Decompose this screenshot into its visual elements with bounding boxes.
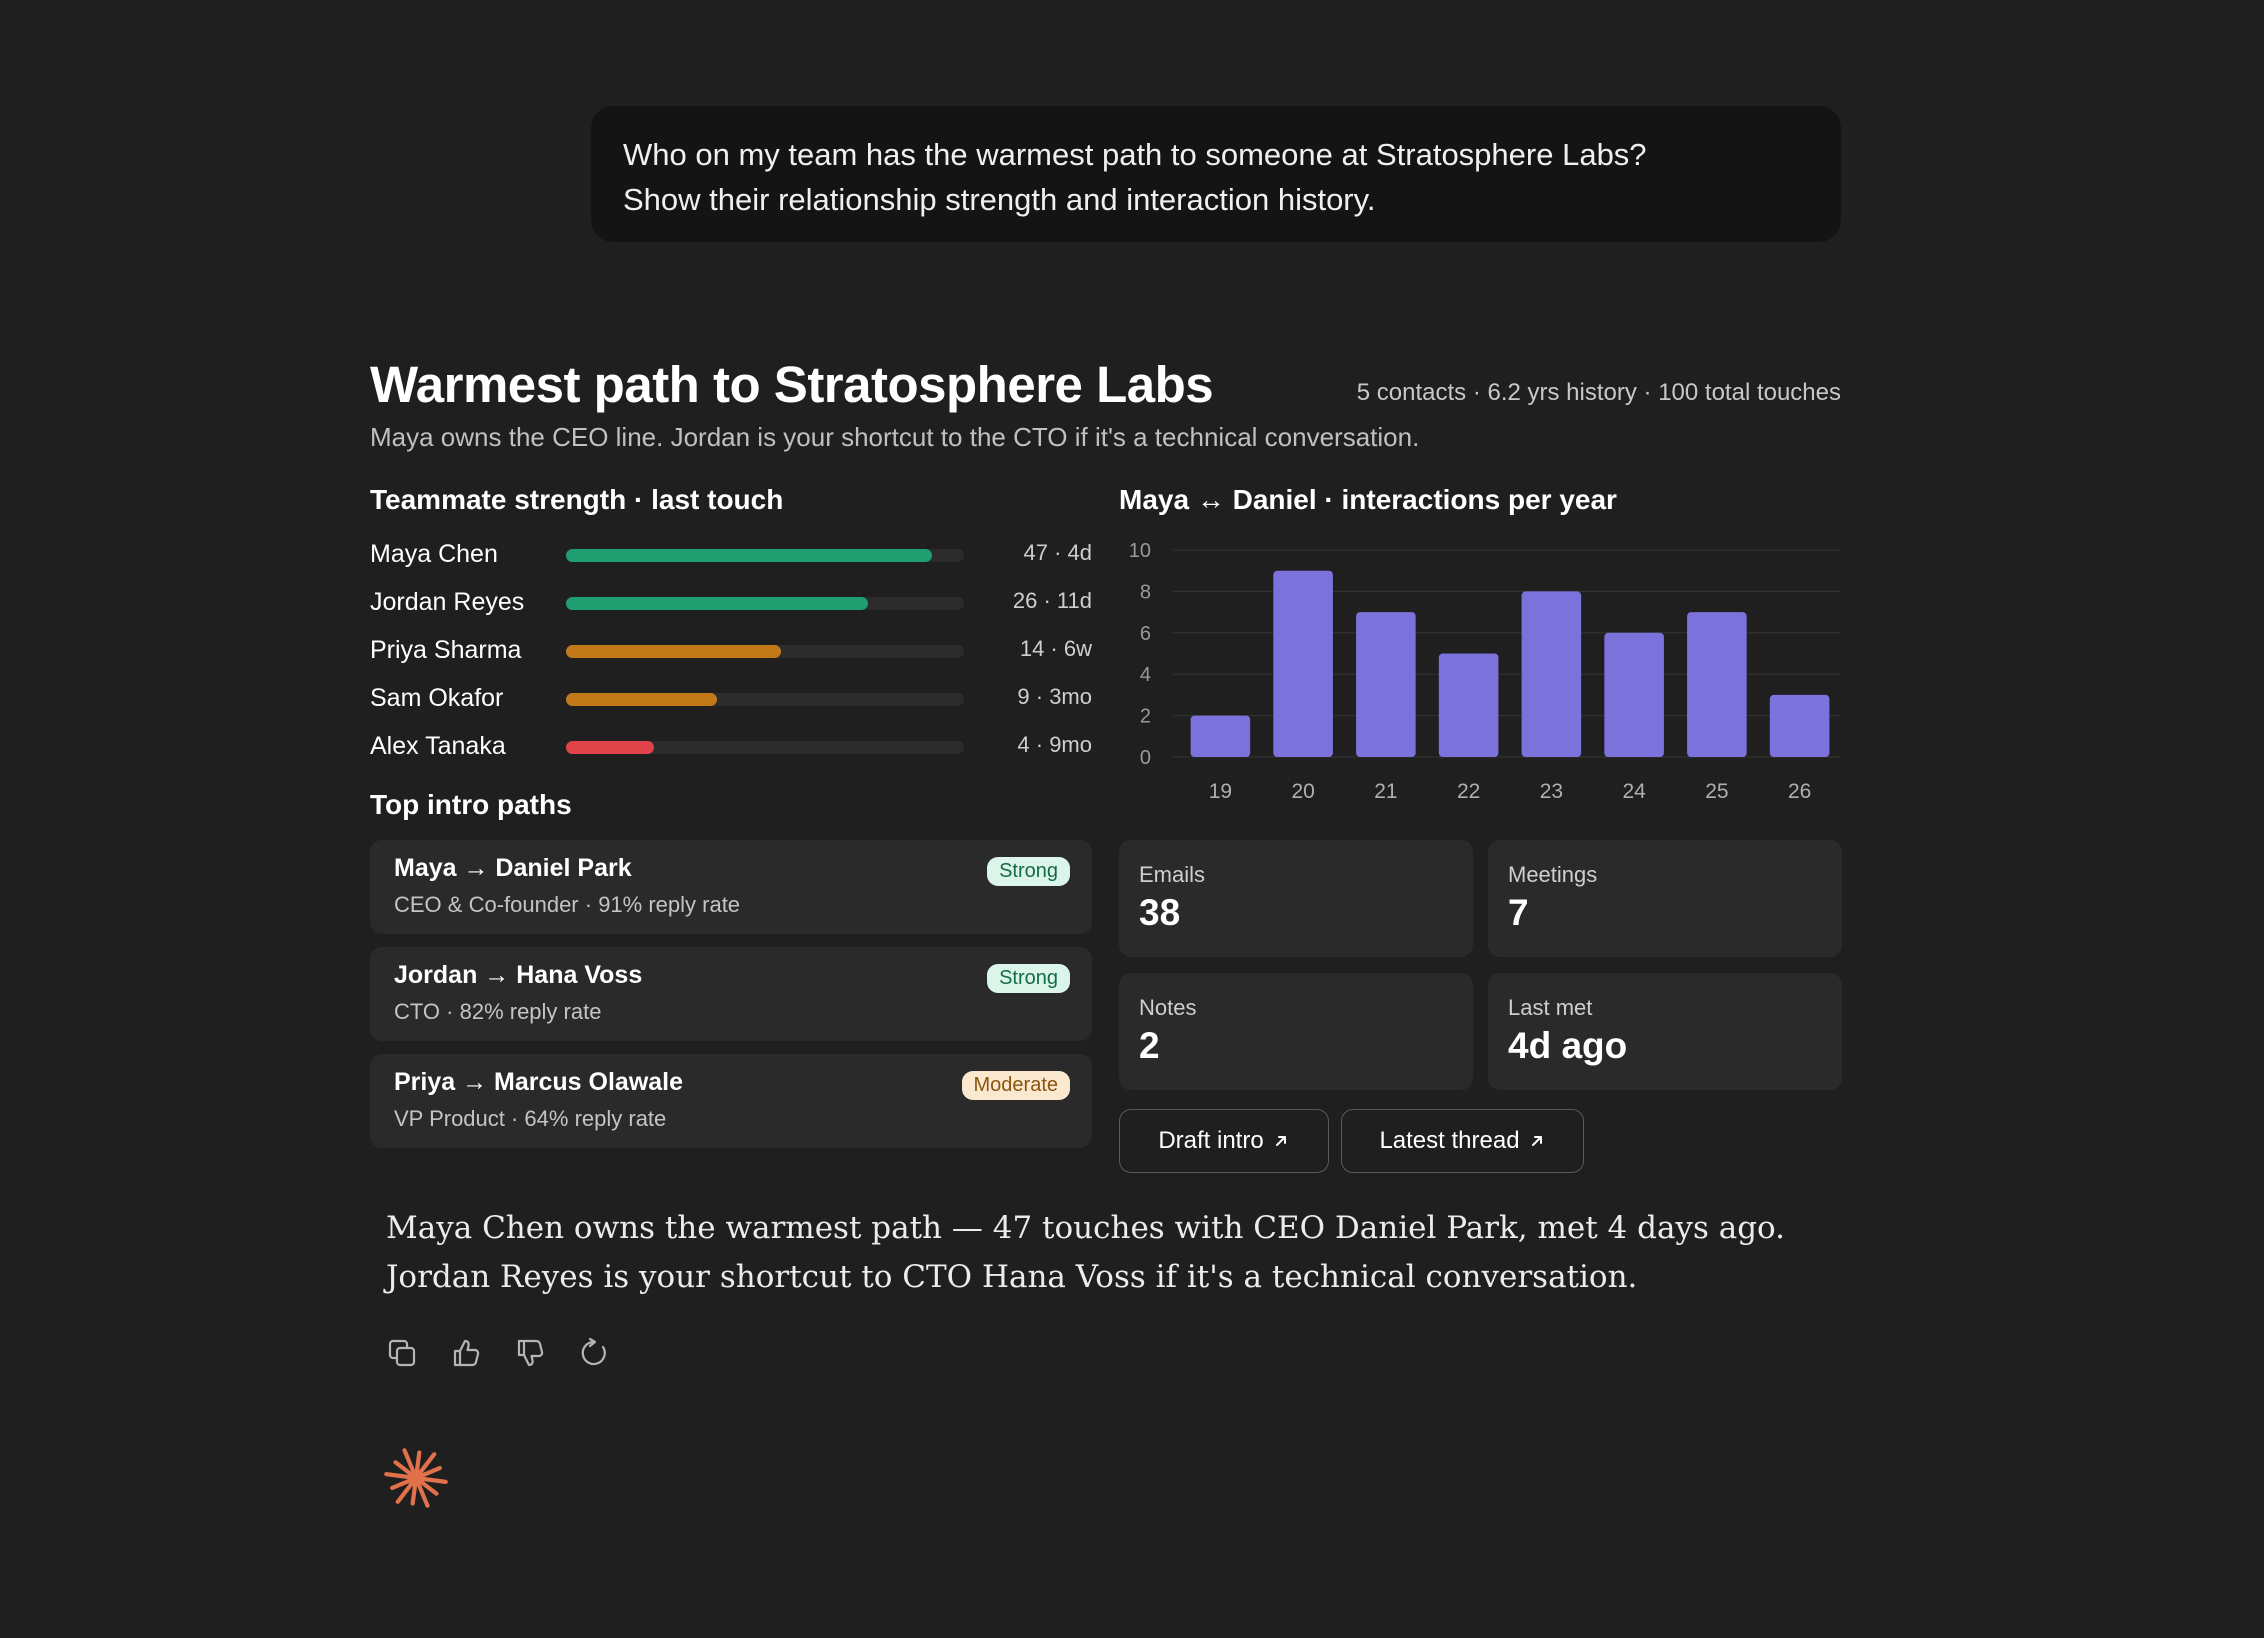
intro-path-title: Priya → Marcus Olawale — [394, 1068, 684, 1096]
thumbs-up-icon[interactable] — [450, 1337, 482, 1369]
intro-path-detail: CTO · 82% reply rate — [394, 999, 602, 1024]
y-tick-label: 8 — [1139, 581, 1151, 604]
chart-title: Maya ↔ Daniel · interactions per year — [1119, 484, 1617, 515]
bar-24 — [1604, 633, 1664, 757]
draft-intro-button[interactable] — [1119, 1109, 1329, 1173]
stat-meetings — [1488, 840, 1842, 957]
assistant-summary — [386, 1204, 1785, 1302]
stat-label: Last met — [1508, 995, 1593, 1020]
strength-row — [370, 626, 1092, 674]
intro-path-detail: CEO & Co-founder · 91% reply rate — [394, 892, 741, 917]
y-tick-label: 10 — [1128, 540, 1151, 562]
intro-paths-list — [370, 840, 1092, 1161]
strength-row — [370, 722, 1092, 770]
teammate-name: Priya Sharma — [370, 636, 522, 664]
thumbs-down-icon[interactable] — [514, 1337, 546, 1369]
copy-icon[interactable] — [386, 1337, 418, 1369]
stat-value: 38 — [1139, 892, 1181, 933]
y-tick-label: 6 — [1139, 622, 1151, 645]
spark-logo-icon — [383, 1445, 449, 1511]
intro-path-card[interactable] — [370, 947, 1092, 1041]
strength-bar-fill — [566, 549, 932, 562]
y-tick-label: 2 — [1139, 705, 1151, 728]
user-message-line-2: Show their relationship strength and interaction history. — [623, 182, 1376, 217]
external-link-icon — [1272, 1132, 1290, 1150]
card-subtitle: Maya owns the CEO line. Jordan is your shortcut to the CTO if it's a technical conversation. — [370, 422, 1420, 452]
x-tick-label: 22 — [1456, 780, 1481, 803]
strength-bar-track — [566, 693, 964, 706]
strength-bar-fill — [566, 597, 868, 610]
interactions-bar-chart — [1119, 530, 1841, 820]
user-message-line-1: Who on my team has the warmest path to someone at Stratosphere Labs? — [623, 137, 1647, 172]
stat-last-met — [1488, 973, 1842, 1090]
teammate-name: Sam Okafor — [370, 684, 504, 712]
teammate-name: Maya Chen — [370, 540, 498, 568]
strength-bar-fill — [566, 693, 717, 706]
retry-icon[interactable] — [578, 1337, 610, 1369]
bar-25 — [1687, 612, 1747, 757]
stat-value: 4d ago — [1508, 1025, 1628, 1066]
x-tick-label: 26 — [1787, 780, 1812, 803]
user-message — [591, 106, 1841, 242]
latest-thread-label: Latest thread — [1379, 1127, 1520, 1154]
x-tick-label: 20 — [1291, 780, 1315, 803]
strength-bar-track — [566, 597, 964, 610]
bar-21 — [1356, 612, 1416, 757]
intro-paths-heading: Top intro paths — [370, 789, 572, 820]
intro-path-card[interactable] — [370, 1054, 1092, 1148]
intro-path-title: Jordan → Hana Voss — [394, 961, 643, 989]
strength-badge: Strong — [987, 857, 1070, 886]
latest-thread-button[interactable] — [1341, 1109, 1584, 1173]
x-tick-label: 21 — [1374, 780, 1398, 803]
bar-22 — [1439, 654, 1499, 758]
strength-row — [370, 530, 1092, 578]
stat-label: Emails — [1139, 862, 1206, 887]
x-tick-label: 19 — [1208, 780, 1233, 803]
bar-23 — [1522, 591, 1582, 757]
strength-badge: Moderate — [962, 1071, 1071, 1100]
teammate-name: Jordan Reyes — [370, 588, 525, 616]
strength-bar-fill — [566, 645, 781, 658]
bar-26 — [1770, 695, 1830, 757]
strength-value: 9 · 3mo — [1017, 684, 1092, 709]
x-tick-label: 25 — [1705, 780, 1729, 803]
strength-bar-track — [566, 549, 964, 562]
external-link-icon — [1528, 1132, 1546, 1150]
strength-value: 4 · 9mo — [1017, 732, 1092, 757]
card-meta: 5 contacts · 6.2 yrs history · 100 total touches — [1356, 379, 1841, 406]
relationship-card — [370, 355, 1841, 1175]
stat-label: Notes — [1139, 995, 1197, 1020]
intro-path-card[interactable] — [370, 840, 1092, 934]
x-tick-label: 23 — [1539, 780, 1564, 803]
strength-badge: Strong — [987, 964, 1070, 993]
x-tick-label: 24 — [1622, 780, 1646, 803]
y-tick-label: 0 — [1139, 747, 1151, 769]
stat-label: Meetings — [1508, 862, 1598, 887]
intro-path-title: Maya → Daniel Park — [394, 854, 632, 882]
y-tick-label: 4 — [1139, 664, 1151, 687]
card-title: Warmest path to Stratosphere Labs — [370, 356, 1214, 413]
stat-value: 2 — [1139, 1025, 1160, 1066]
strength-value: 26 · 11d — [1012, 588, 1092, 613]
strength-list — [370, 530, 1092, 770]
teammate-name: Alex Tanaka — [370, 732, 506, 760]
draft-intro-label: Draft intro — [1158, 1127, 1264, 1154]
stat-emails — [1119, 840, 1473, 957]
strength-bar-track — [566, 741, 964, 754]
strength-row — [370, 674, 1092, 722]
strength-bar-track — [566, 645, 964, 658]
summary-line-1: Maya Chen owns the warmest path — 47 touches with CEO Daniel Park, met 4 days ago. — [386, 1210, 1786, 1246]
strength-bar-fill — [566, 741, 654, 754]
stat-notes — [1119, 973, 1473, 1090]
strength-row — [370, 578, 1092, 626]
strength-value: 14 · 6w — [1019, 636, 1092, 661]
stat-value: 7 — [1508, 892, 1529, 933]
strength-value: 47 · 4d — [1023, 540, 1092, 565]
summary-line-2: Jordan Reyes is your shortcut to CTO Hana Voss if it's a technical conversation. — [386, 1259, 1638, 1295]
message-actions — [386, 1337, 610, 1369]
bar-20 — [1273, 571, 1333, 757]
bar-19 — [1191, 716, 1251, 757]
intro-path-detail: VP Product · 64% reply rate — [394, 1106, 667, 1131]
strength-heading: Teammate strength · last touch — [370, 484, 784, 515]
